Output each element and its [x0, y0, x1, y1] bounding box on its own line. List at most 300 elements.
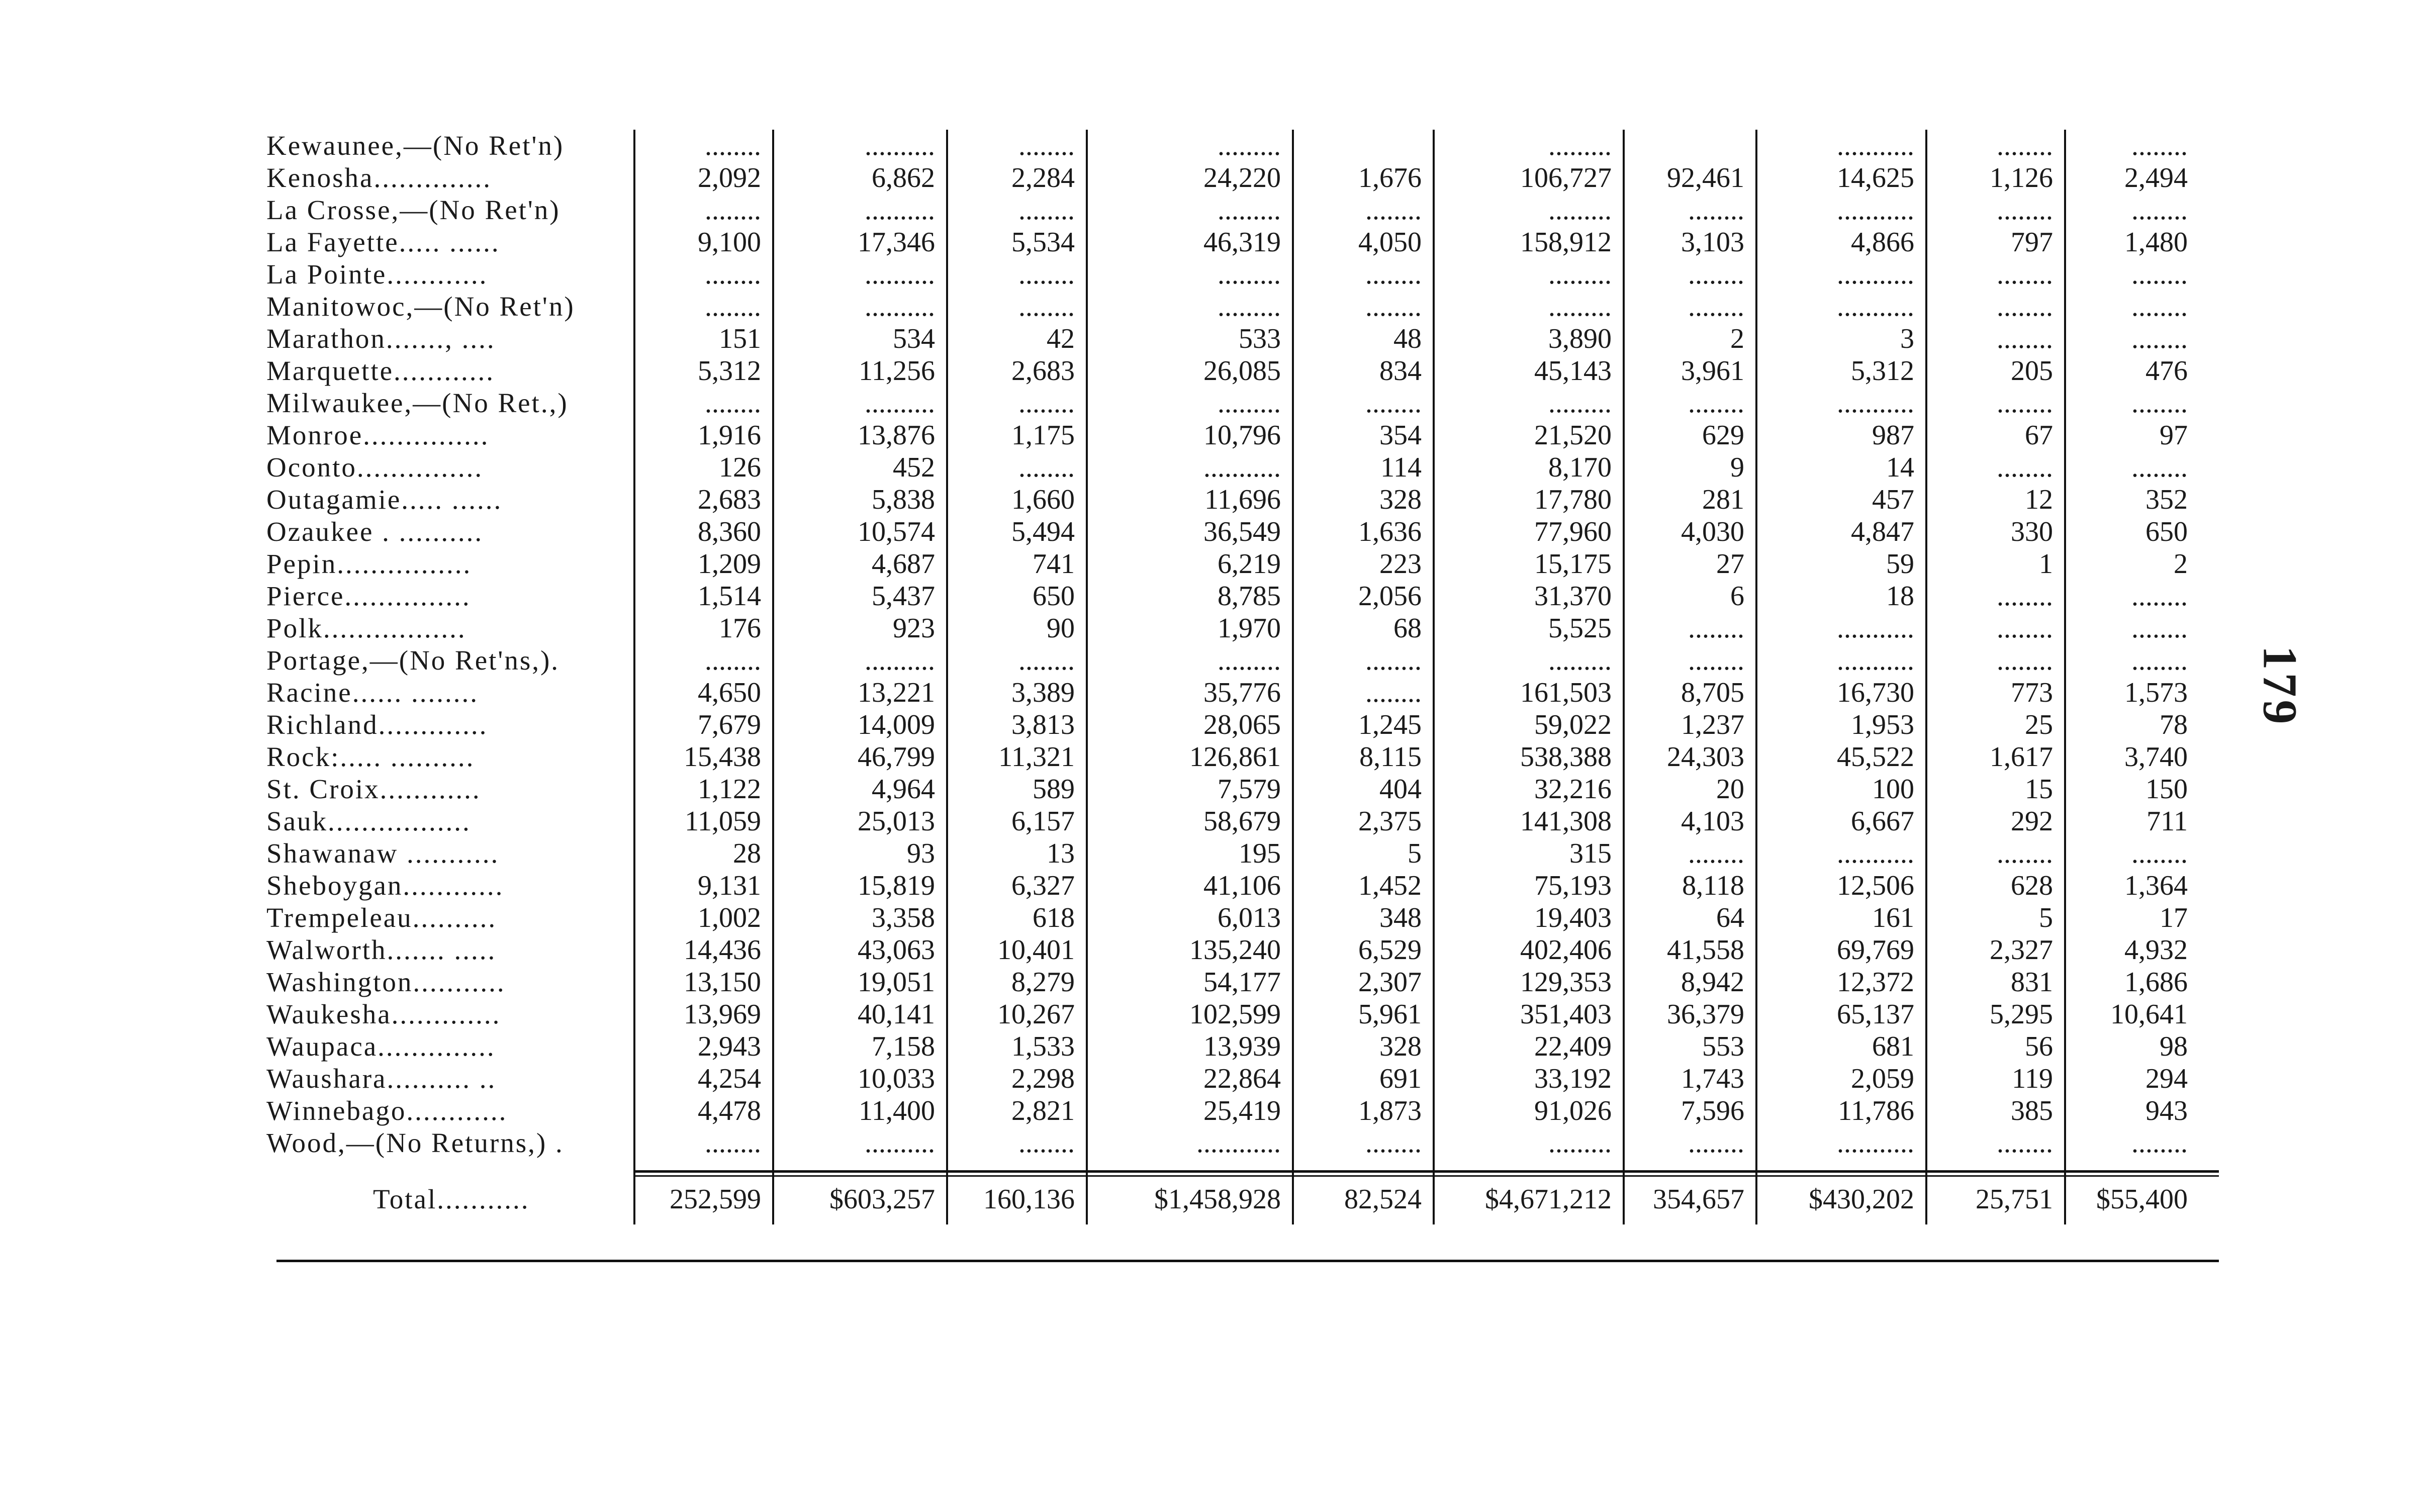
table-cell: 538,388: [1434, 741, 1624, 773]
table-cell: 987: [1756, 419, 1926, 451]
table-cell: 75,193: [1434, 870, 1624, 902]
table-cell: 5,312: [634, 355, 773, 387]
table-cell: .........: [1434, 644, 1624, 677]
table-cell: ........: [634, 258, 773, 291]
table-cell: ........: [947, 387, 1087, 419]
table-cell: ........: [2065, 323, 2199, 355]
table-cell: 24,220: [1087, 162, 1293, 194]
table-cell: 58,679: [1087, 805, 1293, 837]
table-cell: 15,438: [634, 741, 773, 773]
table-cell: 48: [1293, 323, 1434, 355]
total-rule-lower: [634, 1175, 2219, 1177]
table-cell: 2: [2065, 548, 2199, 580]
table-cell: 281: [1624, 484, 1756, 516]
table-cell: ........: [2065, 837, 2199, 870]
table-cell: 6,862: [773, 162, 947, 194]
table-cell: 12: [1926, 484, 2065, 516]
table-cell: 41,106: [1087, 870, 1293, 902]
total-cell: $55,400: [2065, 1159, 2199, 1224]
table-cell: ........: [1293, 291, 1434, 323]
table-row: [262, 451, 2199, 484]
table-cell: 2,307: [1293, 966, 1434, 998]
table-cell: ........: [634, 1127, 773, 1159]
table-cell: ........: [1926, 580, 2065, 612]
table-cell: ........: [1624, 387, 1756, 419]
table-cell: 6,667: [1756, 805, 1926, 837]
table-cell: 8,170: [1434, 451, 1624, 484]
table-cell: 8,118: [1624, 870, 1756, 902]
table-cell: 16,730: [1756, 677, 1926, 709]
table-cell: 106,727: [1434, 162, 1624, 194]
table-cell: 205: [1926, 355, 2065, 387]
table-cell: 3,358: [773, 902, 947, 934]
table-cell: 7,679: [634, 709, 773, 741]
table-cell: 46,799: [773, 741, 947, 773]
table-cell: 315: [1434, 837, 1624, 870]
table-cell: ........: [947, 644, 1087, 677]
table-cell: 5,437: [773, 580, 947, 612]
table-cell: 20: [1624, 773, 1756, 805]
table-cell: .........: [1434, 130, 1624, 162]
table-cell: 15: [1926, 773, 2065, 805]
table-cell: ........: [1293, 644, 1434, 677]
table-cell: ........: [1624, 194, 1756, 226]
table-body: [262, 130, 2199, 1224]
table-cell: 2,092: [634, 162, 773, 194]
table-cell: 8,705: [1624, 677, 1756, 709]
county-name: Ozaukee . ..........: [266, 516, 484, 547]
table-cell: ...........: [1756, 837, 1926, 870]
table-cell: 4,650: [634, 677, 773, 709]
table-cell: 330: [1926, 516, 2065, 548]
table-cell: ........: [2065, 451, 2199, 484]
table-row: [262, 162, 2199, 194]
county-name: Waukesha.............: [266, 999, 501, 1029]
table-cell: 36,549: [1087, 516, 1293, 548]
table-cell: 13,150: [634, 966, 773, 998]
table-cell: 114: [1293, 451, 1434, 484]
table-cell: .........: [1087, 194, 1293, 226]
table-cell: ...........: [1756, 258, 1926, 291]
table-cell: 126: [634, 451, 773, 484]
table-cell: 831: [1926, 966, 2065, 998]
county-name: Kenosha..............: [266, 162, 492, 193]
table-cell: 8,942: [1624, 966, 1756, 998]
table-cell: 92,461: [1624, 162, 1756, 194]
table-cell: 13,969: [634, 998, 773, 1030]
total-cell: 354,657: [1624, 1159, 1756, 1224]
table-cell: 59: [1756, 548, 1926, 580]
table-cell: 161,503: [1434, 677, 1624, 709]
table-cell: 1,452: [1293, 870, 1434, 902]
table-cell: 17: [2065, 902, 2199, 934]
table-cell: ...........: [1756, 194, 1926, 226]
total-cell: $430,202: [1756, 1159, 1926, 1224]
table-cell: 7,158: [773, 1030, 947, 1063]
table-cell: 2,327: [1926, 934, 2065, 966]
table-cell: 25,013: [773, 805, 947, 837]
total-cell: $1,458,928: [1087, 1159, 1293, 1224]
table-cell: 150: [2065, 773, 2199, 805]
table-row: [262, 805, 2199, 837]
table-cell: 9,100: [634, 226, 773, 258]
table-row: [262, 1063, 2199, 1095]
table-cell: 404: [1293, 773, 1434, 805]
table-cell: 923: [773, 612, 947, 644]
table-cell: ........: [2065, 612, 2199, 644]
table-cell: ........: [1926, 451, 2065, 484]
table-cell: ........: [634, 194, 773, 226]
table-cell: 13,876: [773, 419, 947, 451]
table-cell: 17,346: [773, 226, 947, 258]
table-cell: ...........: [1756, 644, 1926, 677]
table-cell: ........: [1926, 612, 2065, 644]
table-cell: 629: [1624, 419, 1756, 451]
county-name: Outagamie..... ......: [266, 484, 503, 515]
table-cell: 1,573: [2065, 677, 2199, 709]
table-cell: 135,240: [1087, 934, 1293, 966]
total-cell: $603,257: [773, 1159, 947, 1224]
table-cell: 11,256: [773, 355, 947, 387]
table-cell: 351,403: [1434, 998, 1624, 1030]
table-cell: ........: [2065, 291, 2199, 323]
table-cell: 1,237: [1624, 709, 1756, 741]
table-cell: .........: [1087, 387, 1293, 419]
county-name: Manitowoc,—(No Ret'n): [266, 291, 575, 322]
table-cell: 1,916: [634, 419, 773, 451]
table-cell: 2,056: [1293, 580, 1434, 612]
county-name: Racine...... ........: [266, 677, 479, 708]
table-cell: 681: [1756, 1030, 1926, 1063]
table-cell: 773: [1926, 677, 2065, 709]
table-cell: ...........: [1756, 291, 1926, 323]
county-name: Rock:..... ..........: [266, 741, 475, 772]
table-cell: 41,558: [1624, 934, 1756, 966]
table-cell: 126,861: [1087, 741, 1293, 773]
table-cell: ........: [1926, 291, 2065, 323]
table-cell: 943: [2065, 1095, 2199, 1127]
table-cell: ........: [1926, 1127, 2065, 1159]
table-cell: 119: [1926, 1063, 2065, 1095]
county-name: St. Croix............: [266, 774, 481, 804]
table-row: [262, 741, 2199, 773]
table-cell: 10,267: [947, 998, 1087, 1030]
table-cell: ........: [947, 194, 1087, 226]
table-cell: 36,379: [1624, 998, 1756, 1030]
table-cell: 176: [634, 612, 773, 644]
table-cell: 69,769: [1756, 934, 1926, 966]
table-cell: 8,785: [1087, 580, 1293, 612]
table-cell: 10,641: [2065, 998, 2199, 1030]
table-cell: 98: [2065, 1030, 2199, 1063]
table-cell: 22,409: [1434, 1030, 1624, 1063]
table-cell: 19,403: [1434, 902, 1624, 934]
table-cell: 195: [1087, 837, 1293, 870]
table-cell: .........: [1087, 130, 1293, 162]
table-row: [262, 709, 2199, 741]
table-cell: 64: [1624, 902, 1756, 934]
table-cell: 1,175: [947, 419, 1087, 451]
table-cell: ........: [1624, 612, 1756, 644]
table-cell: 834: [1293, 355, 1434, 387]
table-cell: 25,419: [1087, 1095, 1293, 1127]
table-cell: ........: [947, 258, 1087, 291]
table-cell: ........: [1926, 387, 2065, 419]
table-cell: 25: [1926, 709, 2065, 741]
table-cell: 2,284: [947, 162, 1087, 194]
table-cell: 1,676: [1293, 162, 1434, 194]
county-name: Winnebago............: [266, 1095, 508, 1126]
table-cell: ...........: [1087, 451, 1293, 484]
table-row: [262, 1127, 2199, 1159]
table-row: [262, 516, 2199, 548]
table-cell: [1624, 130, 1756, 162]
table-cell: 553: [1624, 1030, 1756, 1063]
county-name: Trempeleau..........: [266, 902, 497, 933]
table-cell: 2,683: [947, 355, 1087, 387]
table-cell: ........: [947, 1127, 1087, 1159]
county-name: Monroe...............: [266, 420, 490, 450]
county-name: La Crosse,—(No Ret'n): [266, 195, 561, 225]
table-cell: 2,683: [634, 484, 773, 516]
table-cell: ........: [1624, 291, 1756, 323]
county-name: Waushara.......... ..: [266, 1063, 497, 1094]
table-cell: ..........: [773, 194, 947, 226]
table-cell: ........: [947, 451, 1087, 484]
table-cell: 1,533: [947, 1030, 1087, 1063]
county-name: Wood,—(No Returns,) .: [266, 1127, 564, 1158]
table-cell: 4,847: [1756, 516, 1926, 548]
table-row: [262, 837, 2199, 870]
table-row: [262, 194, 2199, 226]
table-cell: 2,494: [2065, 162, 2199, 194]
table-cell: ........: [2065, 130, 2199, 162]
table-cell: 102,599: [1087, 998, 1293, 1030]
table-cell: ........: [1926, 130, 2065, 162]
table-cell: 5,838: [773, 484, 947, 516]
table-cell: 78: [2065, 709, 2199, 741]
table-cell: ........: [2065, 258, 2199, 291]
table-cell: ........: [2065, 1127, 2199, 1159]
table-cell: 27: [1624, 548, 1756, 580]
table-cell: 328: [1293, 484, 1434, 516]
table-cell: 4,687: [773, 548, 947, 580]
table-cell: ........: [634, 291, 773, 323]
table-cell: 42: [947, 323, 1087, 355]
table-cell: 5,534: [947, 226, 1087, 258]
table-cell: ........: [1926, 644, 2065, 677]
table-cell: ..........: [773, 291, 947, 323]
table-cell: 15,819: [773, 870, 947, 902]
table-cell: ........: [1624, 1127, 1756, 1159]
table-cell: 14,436: [634, 934, 773, 966]
table-cell: ........: [2065, 644, 2199, 677]
table-cell: .........: [1087, 258, 1293, 291]
table-cell: 6: [1624, 580, 1756, 612]
table-cell: ..........: [773, 644, 947, 677]
table-cell: 1,126: [1926, 162, 2065, 194]
table-cell: 40,141: [773, 998, 947, 1030]
table-cell: 1: [1926, 548, 2065, 580]
table-cell: 1,660: [947, 484, 1087, 516]
table-row: [262, 998, 2199, 1030]
table-cell: 5,295: [1926, 998, 2065, 1030]
total-cell: 25,751: [1926, 1159, 2065, 1224]
table-cell: ........: [1926, 258, 2065, 291]
table-cell: 3,813: [947, 709, 1087, 741]
table-cell: ...........: [1756, 387, 1926, 419]
table-cell: 6,219: [1087, 548, 1293, 580]
total-cell: $4,671,212: [1434, 1159, 1624, 1224]
total-cell: 160,136: [947, 1159, 1087, 1224]
table-cell: 9: [1624, 451, 1756, 484]
table-cell: 2,298: [947, 1063, 1087, 1095]
table-cell: 3,961: [1624, 355, 1756, 387]
table-cell: 1,617: [1926, 741, 2065, 773]
table-cell: ..........: [773, 130, 947, 162]
table-cell: 14: [1756, 451, 1926, 484]
table-cell: 45,522: [1756, 741, 1926, 773]
table-cell: 26,085: [1087, 355, 1293, 387]
table-cell: 4,030: [1624, 516, 1756, 548]
table-cell: ........: [1293, 1127, 1434, 1159]
table-cell: 8,115: [1293, 741, 1434, 773]
table-cell: 3,103: [1624, 226, 1756, 258]
table-row: [262, 387, 2199, 419]
table-cell: 476: [2065, 355, 2199, 387]
county-name: Shawanaw ...........: [266, 838, 500, 869]
table-cell: ........: [1624, 644, 1756, 677]
table-cell: 1,122: [634, 773, 773, 805]
table-cell: 1,002: [634, 902, 773, 934]
table-cell: 15,175: [1434, 548, 1624, 580]
table-cell: 12,506: [1756, 870, 1926, 902]
table-cell: 711: [2065, 805, 2199, 837]
total-cell: 82,524: [1293, 1159, 1434, 1224]
county-name: Kewaunee,—(No Ret'n): [266, 130, 565, 161]
table-cell: 4,478: [634, 1095, 773, 1127]
table-cell: 22,864: [1087, 1063, 1293, 1095]
county-name: Pepin................: [266, 548, 472, 579]
table-cell: 65,137: [1756, 998, 1926, 1030]
table-cell: 93: [773, 837, 947, 870]
county-name: Richland.............: [266, 709, 488, 740]
table-cell: 11,059: [634, 805, 773, 837]
county-name: La Fayette..... ......: [266, 227, 500, 257]
table-cell: 43,063: [773, 934, 947, 966]
table-cell: 141,308: [1434, 805, 1624, 837]
table-row: [262, 291, 2199, 323]
table-cell: ........: [634, 644, 773, 677]
county-name: Marquette............: [266, 355, 495, 386]
table-cell: 4,103: [1624, 805, 1756, 837]
table-cell: 10,796: [1087, 419, 1293, 451]
table-cell: .........: [1434, 258, 1624, 291]
county-name: Oconto...............: [266, 452, 484, 483]
table-cell: 9,131: [634, 870, 773, 902]
table-cell: 1,245: [1293, 709, 1434, 741]
table-row: [262, 130, 2199, 162]
table-cell: ..........: [773, 258, 947, 291]
table-row: [262, 644, 2199, 677]
table-cell: 2,059: [1756, 1063, 1926, 1095]
total-label: Total...........: [373, 1184, 530, 1214]
table-cell: 17,780: [1434, 484, 1624, 516]
table-cell: 59,022: [1434, 709, 1624, 741]
table-cell: 7,579: [1087, 773, 1293, 805]
table-cell: ..........: [773, 1127, 947, 1159]
table-cell: 24,303: [1624, 741, 1756, 773]
table-cell: 691: [1293, 1063, 1434, 1095]
table-row: [262, 773, 2199, 805]
table-cell: 4,254: [634, 1063, 773, 1095]
table-row: [262, 870, 2199, 902]
table-cell: 5,525: [1434, 612, 1624, 644]
table-cell: ........: [2065, 387, 2199, 419]
table-cell: ...........: [1756, 130, 1926, 162]
table-cell: 457: [1756, 484, 1926, 516]
table-cell: 11,696: [1087, 484, 1293, 516]
table-cell: 534: [773, 323, 947, 355]
table-cell: 67: [1926, 419, 2065, 451]
table-cell: 1,364: [2065, 870, 2199, 902]
table-cell: 10,033: [773, 1063, 947, 1095]
table-cell: 8,279: [947, 966, 1087, 998]
table-cell: 741: [947, 548, 1087, 580]
table-cell: 13: [947, 837, 1087, 870]
table-cell: 402,406: [1434, 934, 1624, 966]
table-cell: 12,372: [1756, 966, 1926, 998]
table-row: [262, 677, 2199, 709]
table-cell: 1,686: [2065, 966, 2199, 998]
table-cell: ...........: [1756, 612, 1926, 644]
table-cell: 5,961: [1293, 998, 1434, 1030]
table-cell: 129,353: [1434, 966, 1624, 998]
table-cell: 3,389: [947, 677, 1087, 709]
table-cell: 68: [1293, 612, 1434, 644]
table-cell: .........: [1434, 1127, 1624, 1159]
table-cell: 1,480: [2065, 226, 2199, 258]
table-row: [262, 323, 2199, 355]
table-cell: 32,216: [1434, 773, 1624, 805]
table-cell: ........: [1624, 258, 1756, 291]
table-cell: .........: [1087, 644, 1293, 677]
table-cell: 19,051: [773, 966, 947, 998]
table-cell: 452: [773, 451, 947, 484]
table-cell: ........: [634, 387, 773, 419]
table-cell: .........: [1434, 387, 1624, 419]
table-cell: 8,360: [634, 516, 773, 548]
table-cell: ........: [1624, 837, 1756, 870]
table-cell: 77,960: [1434, 516, 1624, 548]
table-cell: 13,939: [1087, 1030, 1293, 1063]
table-cell: 97: [2065, 419, 2199, 451]
table-cell: 354: [1293, 419, 1434, 451]
table-cell: 2,943: [634, 1030, 773, 1063]
table-row: [262, 548, 2199, 580]
table-cell: ........: [2065, 194, 2199, 226]
table-cell: .........: [1087, 291, 1293, 323]
table-cell: ........: [1926, 323, 2065, 355]
county-name: Walworth....... .....: [266, 934, 497, 965]
table-cell: ........: [1293, 194, 1434, 226]
table-row: [262, 612, 2199, 644]
table-cell: ............: [1087, 1127, 1293, 1159]
table-cell: 4,050: [1293, 226, 1434, 258]
table-cell: 4,964: [773, 773, 947, 805]
table-cell: 31,370: [1434, 580, 1624, 612]
table-cell: ..........: [773, 387, 947, 419]
